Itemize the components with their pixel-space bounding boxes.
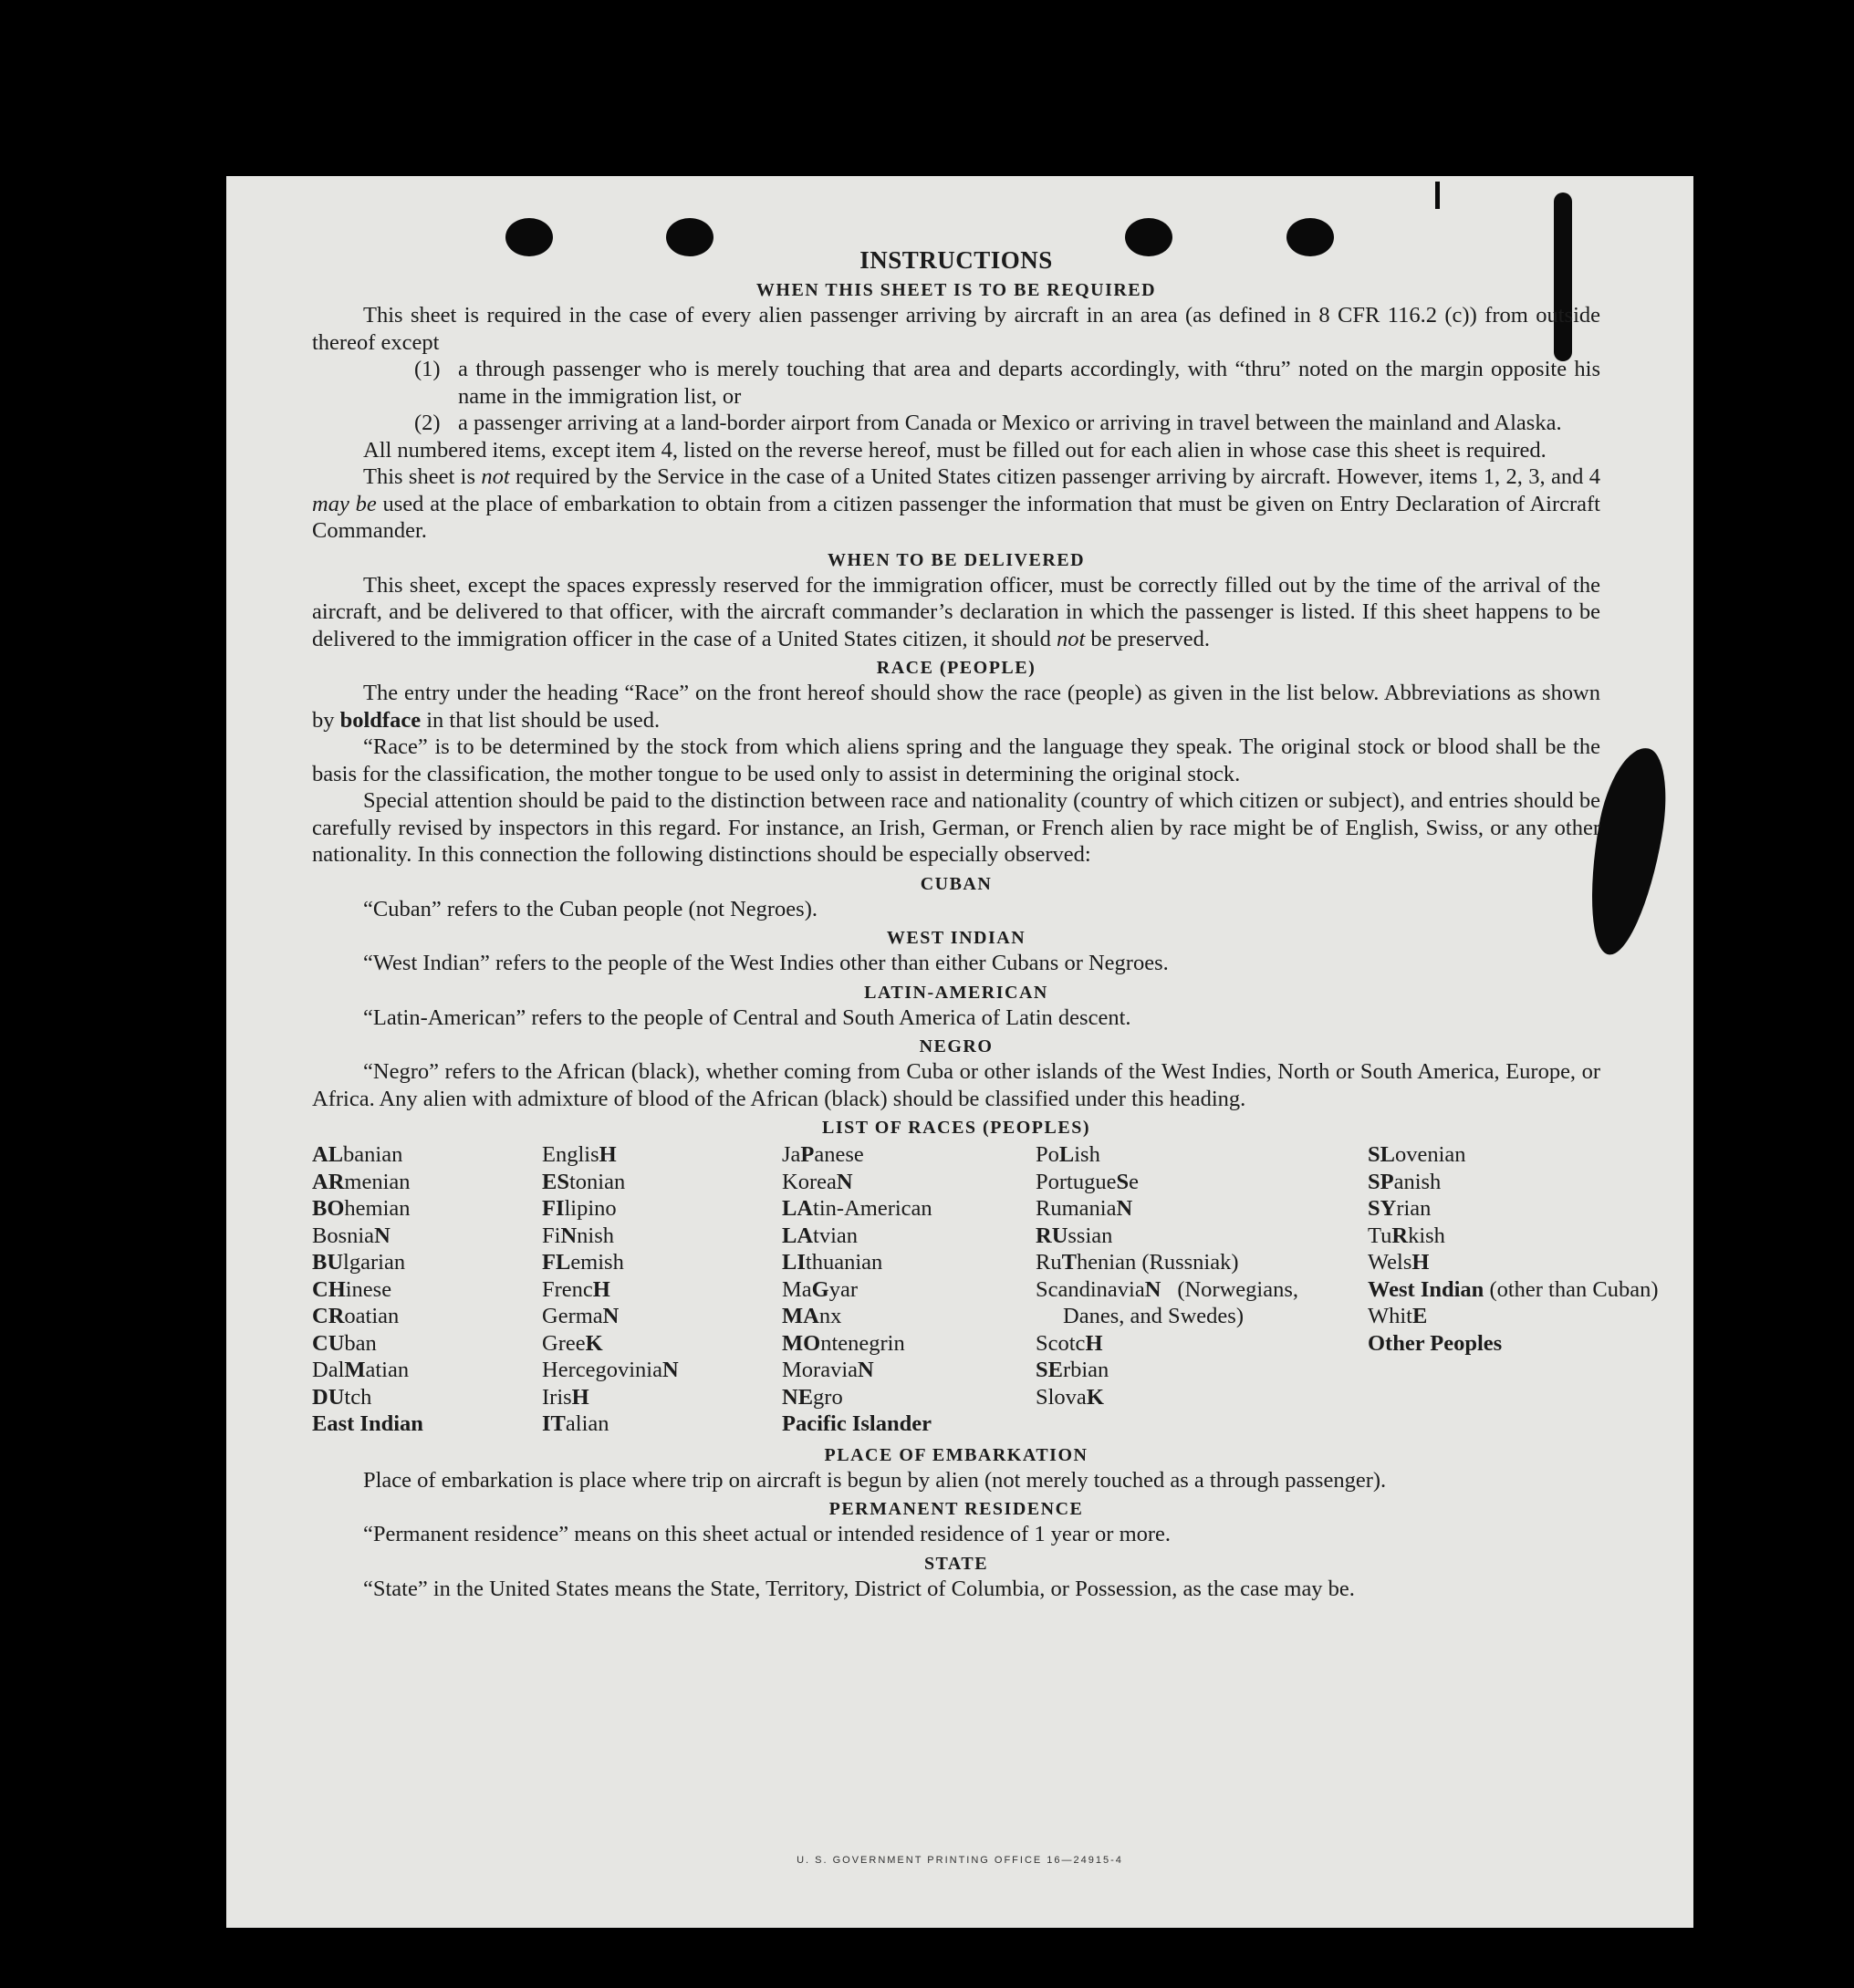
paragraph: Place of embarkation is place where trip on aircraft is begun by alien (not merely touched as a through passenger). bbox=[363, 1467, 1387, 1493]
paragraph: This sheet is not required by the Service in the case of a United States citizen passenger arriving by aircraft. However, items 1, 2, 3, and 4 may be used at the place of embarkation to obtain from a citizen passenger the information that must be given on Entry Declaration of Aircraft Commander. bbox=[312, 464, 1601, 543]
paragraph: This sheet is required in the case of every alien passenger arriving by aircraft in an area (as defined in 8 CFR 116.2 (c)) from outside thereof except bbox=[312, 303, 1600, 355]
race-entry: FLemish bbox=[542, 1250, 624, 1275]
paragraph: “West Indian” refers to the people of the West Indies other than either Cubans or Negroes. bbox=[363, 951, 1169, 975]
item-number: (1) bbox=[414, 357, 441, 381]
race-entry: FiNnish bbox=[542, 1223, 614, 1248]
item-text: a through passenger who is merely touching that area and departs accordingly, with “thru” noted on the margin opposite his name in the immigration list, or bbox=[458, 357, 1600, 409]
race-entry: RuThenian (Russniak) bbox=[1036, 1250, 1239, 1275]
race-entry: CRoatian bbox=[312, 1304, 400, 1328]
race-entry: HercegoviniaN bbox=[542, 1358, 679, 1382]
race-entry: LAtvian bbox=[782, 1223, 859, 1248]
paragraph: “State” in the United States means the State, Territory, District of Columbia, or Possession, as the case may be. bbox=[363, 1576, 1355, 1601]
paragraph: The entry under the heading “Race” on the front hereof should show the race (people) as given in the list below. Abbreviations as shown by boldface in that list should be used. bbox=[312, 681, 1600, 733]
race-entry: KoreaN bbox=[782, 1169, 853, 1194]
race-entry: WhitE bbox=[1368, 1304, 1428, 1328]
paragraph: This sheet, except the spaces expressly reserved for the immigration officer, must be correctly filled out by the time of the arrival of the aircraft, and be delivered to that officer, with the aircraft commander’s declaration in which the passenger is listed. If this sheet happens to be delivered to the immigration officer in the case of a United States citizen, it should not be preserved. bbox=[312, 572, 1600, 651]
section-heading: CUBAN bbox=[920, 873, 993, 894]
race-entry: GermaN bbox=[542, 1304, 620, 1328]
paragraph: “Race” is to be determined by the stock from which aliens spring and the language they speak. The original stock or blood shall be the basis for the classification, the mother tongue to be used only to assist in determining the original stock. bbox=[312, 734, 1600, 786]
race-entry: BOhemian bbox=[312, 1196, 411, 1221]
paragraph: “Negro” refers to the African (black), whether coming from Cuba or other islands of the West Indies, North or South America, Europe, or Africa. Any alien with admixture of blood of the African (black) should be classified under this heading. bbox=[312, 1059, 1600, 1111]
paragraph: “Permanent residence” means on this sheet actual or intended residence of 1 year or more. bbox=[363, 1522, 1172, 1546]
race-entry: PoLish bbox=[1036, 1142, 1100, 1167]
race-entry: MAnx bbox=[782, 1304, 842, 1328]
paragraph: Special attention should be paid to the distinction between race and nationality (country of which citizen or subject), and entries should be carefully revised by inspectors in this regard. For instance, an Irish, German, or French alien by race might be of English, Swiss, or any other nationality. In this connection the following distinctions should be especially observed: bbox=[312, 788, 1600, 867]
race-column bbox=[1368, 1141, 1659, 1438]
race-entry: WelsH bbox=[1368, 1250, 1430, 1275]
race-entry: SPanish bbox=[1368, 1169, 1442, 1194]
race-entry: JaPanese bbox=[782, 1142, 864, 1167]
race-entry: RUssian bbox=[1036, 1223, 1113, 1248]
race-entry: ARmenian bbox=[312, 1169, 411, 1194]
race-entry: LIthuanian bbox=[782, 1250, 883, 1275]
paragraph: “Cuban” refers to the Cuban people (not Negroes). bbox=[363, 896, 818, 921]
race-entry: East Indian bbox=[312, 1411, 423, 1436]
race-entry: CHinese bbox=[312, 1276, 392, 1302]
race-column bbox=[542, 1141, 782, 1438]
race-column bbox=[782, 1141, 1036, 1438]
item-number: (2) bbox=[414, 411, 441, 435]
instruction-sheet bbox=[226, 176, 1693, 1928]
race-entry: LAtin-American bbox=[782, 1196, 932, 1221]
race-entry: TuRkish bbox=[1368, 1223, 1445, 1248]
section-heading: PERMANENT RESIDENCE bbox=[828, 1499, 1084, 1519]
section-heading: STATE bbox=[923, 1553, 989, 1574]
section-heading: WHEN TO BE DELIVERED bbox=[827, 549, 1086, 570]
page-title: INSTRUCTIONS bbox=[859, 246, 1053, 274]
race-entry: RumaniaN bbox=[1036, 1196, 1133, 1221]
paragraph: All numbered items, except item 4, listed on the reverse hereof, must be filled out for each alien in whose case this sheet is required. bbox=[363, 437, 1547, 463]
race-entry: West Indian (other than Cuban) bbox=[1368, 1276, 1659, 1302]
race-entry: MOntenegrin bbox=[782, 1330, 905, 1356]
race-column bbox=[312, 1141, 542, 1438]
race-entry: SLovenian bbox=[1368, 1142, 1466, 1167]
race-entry: SErbian bbox=[1036, 1358, 1109, 1382]
race-entry: EnglisH bbox=[542, 1142, 617, 1167]
printer-imprint: U. S. GOVERNMENT PRINTING OFFICE 16—24915-4 bbox=[797, 1855, 1123, 1866]
race-entry: PortugueSe bbox=[1036, 1169, 1139, 1194]
paragraph: “Latin-American” refers to the people of Central and South America of Latin descent. bbox=[363, 1004, 1131, 1030]
race-column bbox=[1036, 1141, 1368, 1438]
race-entry: BUlgarian bbox=[312, 1250, 406, 1275]
section-heading: NEGRO bbox=[919, 1036, 994, 1056]
race-entry: ITalian bbox=[542, 1411, 609, 1436]
list-item bbox=[312, 356, 1600, 410]
race-entry: ScotcH bbox=[1036, 1330, 1103, 1356]
race-entry: EStonian bbox=[542, 1169, 626, 1194]
race-entry: FrencH bbox=[542, 1276, 610, 1302]
race-entry: SlovaK bbox=[1036, 1384, 1104, 1410]
race-entry: ALbanian bbox=[312, 1142, 403, 1167]
list-item bbox=[312, 410, 1600, 437]
race-entry: IrisH bbox=[542, 1384, 589, 1410]
race-entry: BosniaN bbox=[312, 1223, 391, 1248]
race-list bbox=[312, 1141, 1659, 1438]
race-entry: DalMatian bbox=[312, 1358, 410, 1382]
race-entry: DUtch bbox=[312, 1384, 372, 1410]
race-entry: GreeK bbox=[542, 1330, 603, 1356]
item-text: a passenger arriving at a land-border airport from Canada or Mexico or arriving in travel between the mainland and Alaska. bbox=[458, 411, 1562, 435]
section-heading: WHEN THIS SHEET IS TO BE REQUIRED bbox=[755, 280, 1157, 300]
race-entry: MaGyar bbox=[782, 1276, 859, 1302]
race-entry: Pacific Islander bbox=[782, 1411, 932, 1436]
section-heading: LIST OF RACES (PEOPLES) bbox=[821, 1118, 1090, 1138]
instructions-text bbox=[312, 245, 1659, 1602]
section-heading: PLACE OF EMBARKATION bbox=[824, 1444, 1088, 1465]
race-entry: NEgro bbox=[782, 1384, 843, 1410]
race-entry: FIlipino bbox=[542, 1196, 617, 1221]
race-entry: SYrian bbox=[1368, 1196, 1432, 1221]
race-entry: ScandinaviaN (Norwegians, Danes, and Swedes) bbox=[1036, 1276, 1298, 1328]
section-heading: RACE (PEOPLE) bbox=[876, 658, 1036, 678]
race-entry: Other Peoples bbox=[1368, 1330, 1503, 1356]
race-entry: MoraviaN bbox=[782, 1358, 874, 1382]
section-heading: WEST INDIAN bbox=[886, 928, 1026, 948]
race-entry: CUban bbox=[312, 1330, 377, 1356]
section-heading: LATIN-AMERICAN bbox=[864, 982, 1048, 1003]
ink-mark bbox=[1435, 182, 1440, 209]
